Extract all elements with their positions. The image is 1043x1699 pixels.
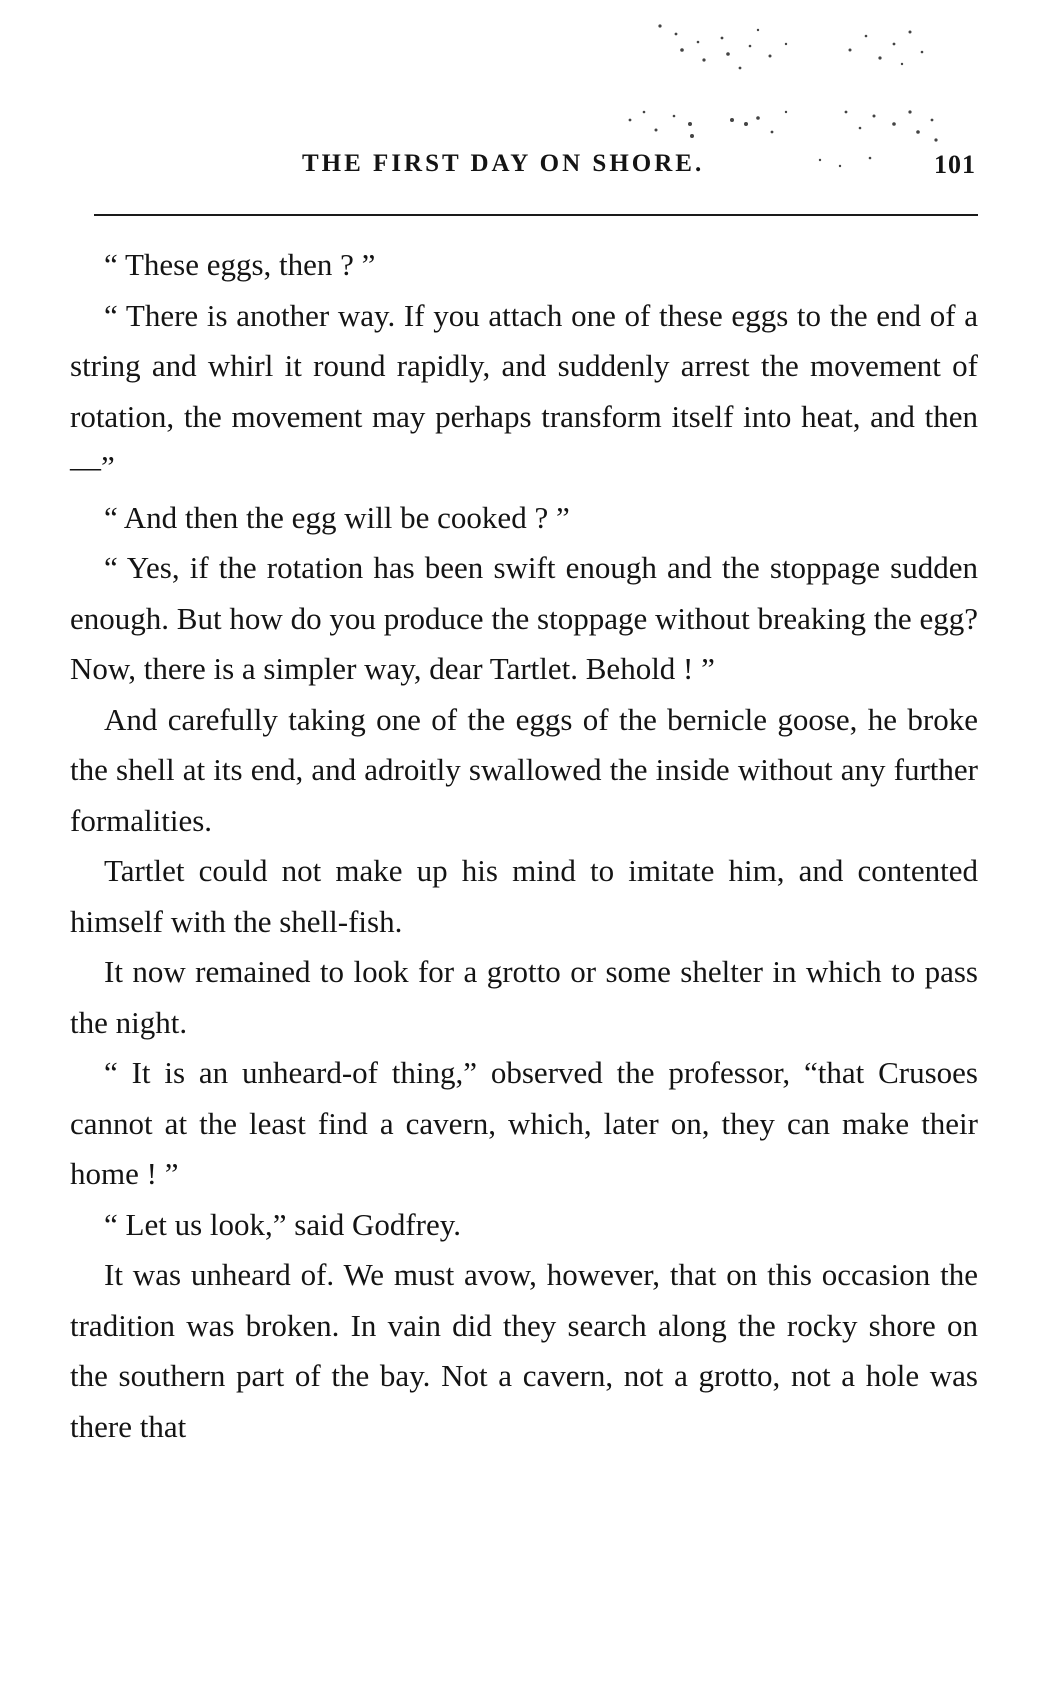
paragraph: “ There is another way. If you attach one of these eggs to the end of a string and whirl it round rapidly, and suddenly arrest the movement of rotation, the movement may perhaps transform itself into heat, and then—” — [70, 297, 978, 484]
paragraph: “ Yes, if the rotation has been swift enough and the stoppage sudden enough. But how do you produce the stoppage without breaking the egg? Now, there is a simpler way, dear Tartlet. Behold ! ” — [70, 550, 978, 686]
paragraph: It now remained to look for a grotto or some shelter in which to pass the night. — [70, 954, 978, 1040]
paragraph: “ These eggs, then ? ” — [104, 247, 376, 282]
paragraph: “ Let us look,” said Godfrey. — [104, 1206, 461, 1242]
paragraph: Tartlet could not make up his mind to imitate him, and contented himself with the shell-fish. — [70, 853, 978, 939]
paragraph: It was unheard of. We must avow, however, that on this occasion the tradition was broken. In vain did they search along the rocky shore on the southern part of the bay. Not a cavern, not a grotto, not a hole was there that — [70, 1257, 978, 1444]
paragraph: “ And then the egg will be cooked ? ” — [104, 499, 570, 535]
page-number: 101 — [934, 150, 976, 179]
header-rule — [94, 214, 978, 216]
running-header — [70, 140, 978, 190]
paragraph: “ It is an unheard-of thing,” observed the professor, “that Crusoes cannot at the least find a cavern, which, later on, they can make their home ! ” — [70, 1055, 978, 1191]
book-page — [70, 0, 978, 1699]
body-text — [70, 240, 978, 1452]
paragraph: And carefully taking one of the eggs of the bernicle goose, he broke the shell at its end, and adroitly swallowed the inside without any further formalities. — [70, 701, 978, 838]
running-title: THE FIRST DAY ON SHORE. — [302, 150, 705, 177]
